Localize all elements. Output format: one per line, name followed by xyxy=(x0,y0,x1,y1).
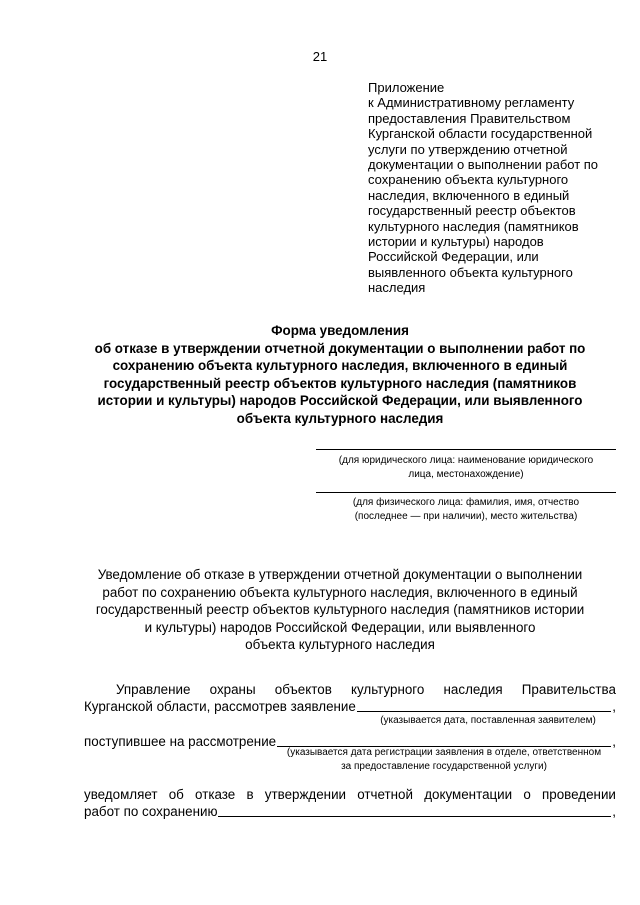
appendix-line: услуги по утверждению отчетной xyxy=(368,141,568,157)
appendix-line: Российской Федерации, или xyxy=(368,249,539,265)
appendix-line: документации о выполнении работ по xyxy=(368,157,599,173)
form-title xyxy=(40,322,640,428)
application-date-hint: (указывается дата, поставленная заявителем) xyxy=(380,715,596,726)
preservation-works-field[interactable] xyxy=(218,816,611,817)
notice-title-line: государственный реестр объектов культурного наследия (памятников истории xyxy=(95,602,585,618)
notice-title-line: Уведомление об отказе в утверждении отчетной документации о выполнении xyxy=(97,567,583,582)
appendix-line: истории и культуры) народов xyxy=(368,234,544,250)
registration-date-hint: (указывается дата регистрации заявления в отделе, ответственном за предоставление государственной услуги) xyxy=(286,747,602,772)
appendix-line: наследия, включенного в единый xyxy=(368,187,570,203)
notice-title-line: работ по сохранению объекта культурного наследия, включенного в единый xyxy=(102,584,578,600)
appendix-line: сохранению объекта культурного xyxy=(368,172,569,188)
appendix-line: к Административному регламенту xyxy=(368,95,575,111)
individual-hint: (для физического лица: фамилия, имя, отчество (последнее — при наличии), место жительства) xyxy=(352,497,580,522)
form-title-line: об отказе в утверждении отчетной документации о выполнении работ по xyxy=(94,340,586,356)
form-title-line: Форма уведомления xyxy=(271,323,409,338)
appendix-line: Приложение xyxy=(368,80,445,95)
form-title-line: истории и культуры) народов Российской Федерации, или выявленного xyxy=(97,393,583,409)
form-title-line: государственный реестр объектов культурного наследия (памятников xyxy=(103,375,577,391)
form-title-line: объекта культурного наследия xyxy=(236,410,444,426)
appendix-line: наследия xyxy=(368,280,426,296)
appendix-line: государственный реестр объектов xyxy=(368,203,576,219)
individual-field-line[interactable] xyxy=(316,492,616,493)
paragraph-2-line: поступившее на рассмотрение , xyxy=(84,734,616,749)
paragraph-3-line-1: уведомляет об отказе в утверждении отчетной документации о проведении xyxy=(84,787,616,802)
form-title-line: сохранению объекта культурного наследия, включенного в единый xyxy=(112,358,568,374)
notice-title-line: объекта культурного наследия xyxy=(245,637,435,653)
paragraph-3-line-2: работ по сохранению , xyxy=(84,804,616,819)
application-date-field[interactable] xyxy=(357,711,611,712)
notice-title-line: и культуры) народов Российской Федерации, или выявленного xyxy=(144,619,536,635)
paragraph-1-line-2: Курганской области, рассмотрев заявление , xyxy=(84,699,616,714)
paragraph-1-line-1: Управление охраны объектов культурного наследия Правительства xyxy=(116,682,616,697)
appendix-line: культурного наследия (памятников xyxy=(368,218,579,234)
appendix-block xyxy=(368,80,630,296)
legal-entity-field-line[interactable] xyxy=(316,449,616,450)
legal-entity-hint: (для юридического лица: наименование юридического лица, местонахождение) xyxy=(338,455,594,480)
appendix-line: Курганской области государственной xyxy=(368,126,593,142)
appendix-line: предоставления Правительством xyxy=(368,110,571,126)
page-number: 21 xyxy=(312,49,328,64)
notice-title xyxy=(60,566,620,654)
appendix-line: выявленного объекта культурного xyxy=(368,264,573,280)
